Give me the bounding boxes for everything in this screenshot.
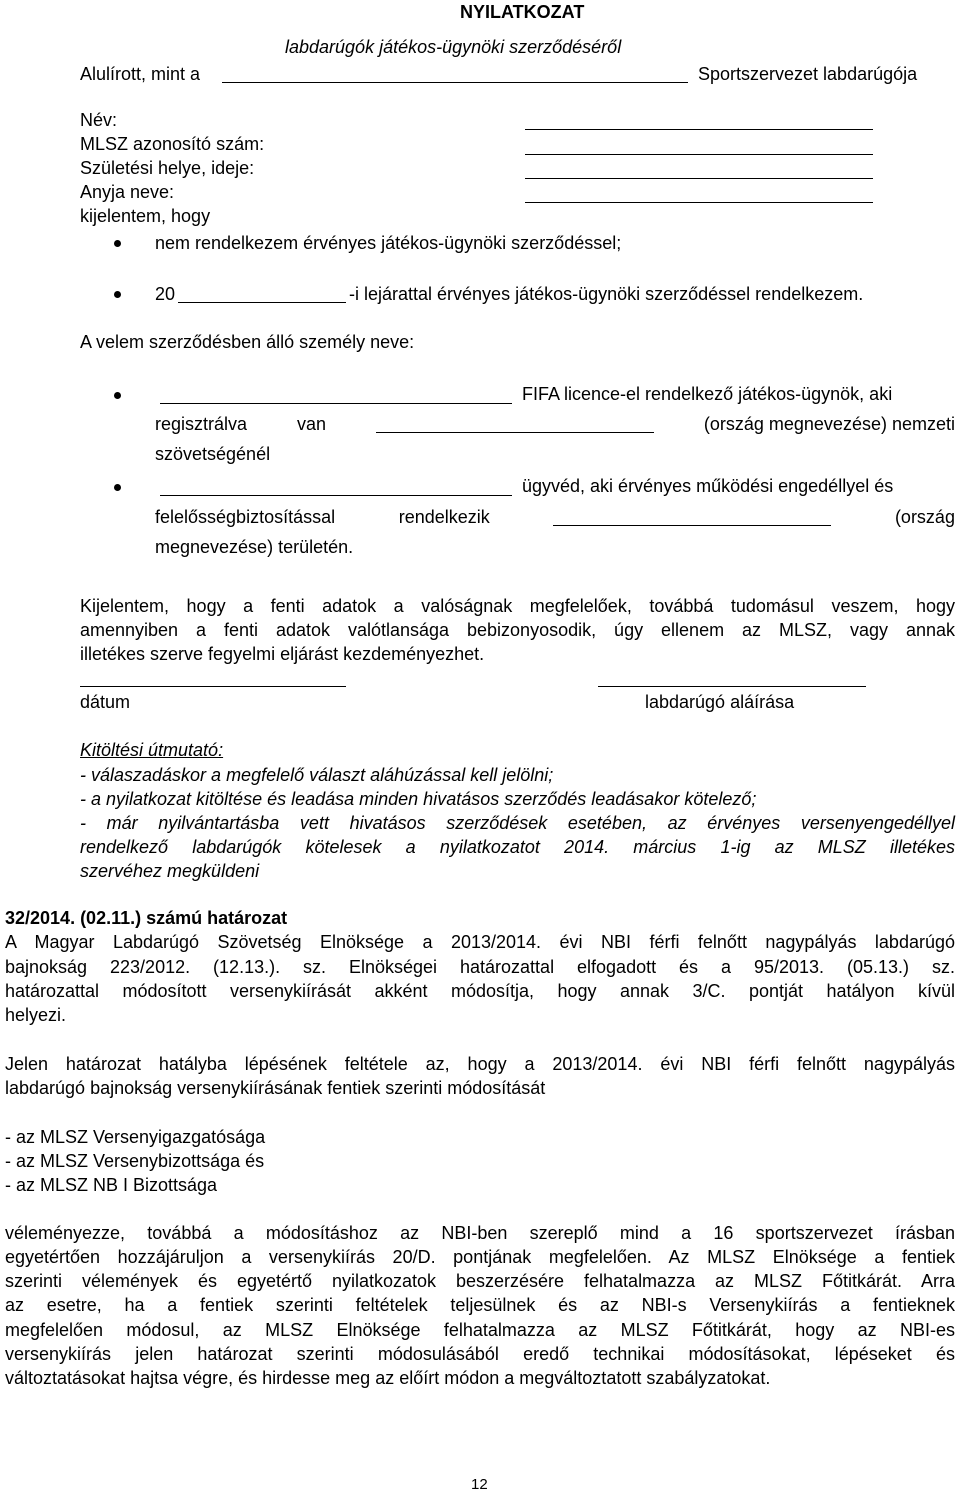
- resolution-line: versenykiírás jelen határozat szerinti módosulásából eredő technikai módosításokat, lépéseket és: [5, 1344, 955, 1364]
- declaration-line: illetékes szerve fegyelmi eljárást kezdeményezhet.: [80, 644, 485, 664]
- instruction-item: rendelkező labdarúgók kötelesek a nyilatkozatot 2014. március 1-ig az MLSZ illetékes: [80, 837, 955, 857]
- signature-blank[interactable]: [598, 686, 866, 687]
- fifa-country-blank[interactable]: [376, 412, 654, 433]
- club-name-blank[interactable]: [222, 82, 688, 83]
- instruction-item: - válaszadáskor a megfelelő választ aláhúzással kell jelölni;: [80, 765, 554, 785]
- fifa-regisztralva: regisztrálva: [155, 414, 248, 434]
- kijelentem-label: kijelentem, hogy: [80, 206, 211, 226]
- intro-sportszervezet: Sportszervezet labdarúgója: [698, 64, 918, 84]
- resolution-line: szerinti vélemények és egyetértő nyilatkozatok beszerzésére felhatalmazza az MLSZ Főtitkárát. Arra: [5, 1271, 955, 1291]
- lawyer-insurance-line: [155, 505, 955, 529]
- lawyer-country-blank[interactable]: [553, 505, 831, 526]
- resolution-line: az esetre, ha a fentiek szerinti feltételek teljesülnek és az NBI-s Versenykiírás a fentieknek: [5, 1295, 955, 1315]
- lawyer-name-blank[interactable]: [160, 495, 512, 496]
- fifa-agent-option[interactable]: FIFA licence-el rendelkező játékos-ügynök, aki: [522, 384, 893, 404]
- intro-alulirott: Alulírott, mint a: [80, 64, 201, 84]
- instruction-item: szervéhez megküldeni: [80, 861, 260, 881]
- resolution-line: véleményezze, továbbá a módosításhoz az NBI-ben szereplő mind a 16 sportszervezet írásban: [5, 1223, 955, 1243]
- resolution-line: egyetértően hozzájáruljon a versenykiírás 20/D. pontjának megfelelően. Az MLSZ Elnöksége a fentiek: [5, 1247, 955, 1267]
- agent-name-blank[interactable]: [160, 403, 512, 404]
- bullet-icon: [114, 291, 121, 298]
- fifa-van: van: [296, 414, 326, 434]
- instructions-title: Kitöltési útmutató:: [80, 740, 224, 760]
- declaration-line: Kijelentem, hogy a fenti adatok a valóságnak megfelelőek, továbbá tudomásul veszem, hogy: [80, 596, 955, 616]
- name-blank[interactable]: [525, 129, 873, 130]
- signature-label: labdarúgó aláírása: [645, 692, 795, 712]
- bullet-icon: [114, 392, 121, 399]
- contract-person-label: A velem szerződésben álló személy neve:: [80, 332, 415, 352]
- mother-blank[interactable]: [525, 202, 873, 203]
- fifa-registration-line: [155, 412, 955, 436]
- page-title: NYILATKOZAT: [460, 2, 585, 22]
- mlsz-id-blank[interactable]: [525, 154, 873, 155]
- page-number: 12: [471, 1476, 488, 1493]
- resolution-line: labdarúgó bajnokság versenykiírásának fentiek szerinti módosítását: [5, 1078, 546, 1098]
- field-label-mother: Anyja neve:: [80, 182, 175, 202]
- resolution-line: A Magyar Labdarúgó Szövetség Elnöksége a 2013/2014. évi NBI férfi felnőtt nagypályás labdarúgó: [5, 932, 955, 952]
- option-year-prefix: 20: [155, 284, 176, 304]
- resolution-line: határozattal módosított versenykiírását akként módosítja, hogy annak 3/C. pontját hatályon kívül: [5, 981, 955, 1001]
- instruction-item: - a nyilatkozat kitöltése és leadása minden hivatásos szerződés leadásakor kötelező;: [80, 789, 757, 809]
- date-blank[interactable]: [80, 686, 346, 687]
- resolution-line: megfelelően módosul, az MLSZ Elnöksége felhatalmazza az MLSZ Főtitkárát, hogy az NBI-es: [5, 1320, 955, 1340]
- field-label-name: Név:: [80, 110, 118, 130]
- bullet-icon: [114, 484, 121, 491]
- ugyved-rendelkezik: rendelkezik: [398, 507, 490, 527]
- fifa-orszag: (ország megnevezése) nemzeti: [703, 414, 955, 434]
- birth-blank[interactable]: [525, 178, 873, 179]
- field-label-birth: Születési helye, ideje:: [80, 158, 255, 178]
- page-subtitle: labdarúgók játékos-ügynöki szerződéséről: [285, 37, 622, 57]
- resolution-title: 32/2014. (02.11.) számú határozat: [5, 908, 288, 928]
- expiry-year-blank[interactable]: [178, 302, 346, 303]
- list-item: - az MLSZ Versenyigazgatósága: [5, 1127, 266, 1147]
- resolution-line: Jelen határozat hatályba lépésének feltétele az, hogy a 2013/2014. évi NBI férfi felnőtt nagypályás: [5, 1054, 955, 1074]
- ugyved-teruleten: megnevezése) területén.: [155, 537, 354, 557]
- lawyer-option[interactable]: ügyvéd, aki érvényes működési engedéllyel és: [522, 476, 894, 496]
- list-item: - az MLSZ NB I Bizottsága: [5, 1175, 218, 1195]
- ugyved-felelos: felelősségbiztosítással: [155, 507, 336, 527]
- fifa-szovetsegenel: szövetségénél: [155, 444, 271, 464]
- resolution-line: helyezi.: [5, 1005, 67, 1025]
- ugyved-orszag: (ország: [894, 507, 955, 527]
- list-item: - az MLSZ Versenybizottsága és: [5, 1151, 265, 1171]
- option-no-contract[interactable]: nem rendelkezem érvényes játékos-ügynöki szerződéssel;: [155, 233, 622, 253]
- option-has-contract[interactable]: -i lejárattal érvényes játékos-ügynöki szerződéssel rendelkezem.: [349, 284, 864, 304]
- instruction-item: - már nyilvántartásba vett hivatásos szerződések esetében, az érvényes versenyengedéllyel: [80, 813, 955, 833]
- resolution-line: változtatásokat hajtsa végre, és hirdesse meg az előírt módon a megváltoztatott szabályzatokat.: [5, 1368, 771, 1388]
- resolution-line: bajnokság 223/2012. (12.13.). sz. Elnökségei határozattal elfogadott és a 95/2013. (05.13.) sz.: [5, 957, 955, 977]
- declaration-line: amennyiben a fenti adatok valótlansága bebizonyosodik, úgy ellenem az MLSZ, vagy annak: [80, 620, 955, 640]
- date-label: dátum: [80, 692, 131, 712]
- bullet-icon: [114, 240, 121, 247]
- field-label-mlsz-id: MLSZ azonosító szám:: [80, 134, 265, 154]
